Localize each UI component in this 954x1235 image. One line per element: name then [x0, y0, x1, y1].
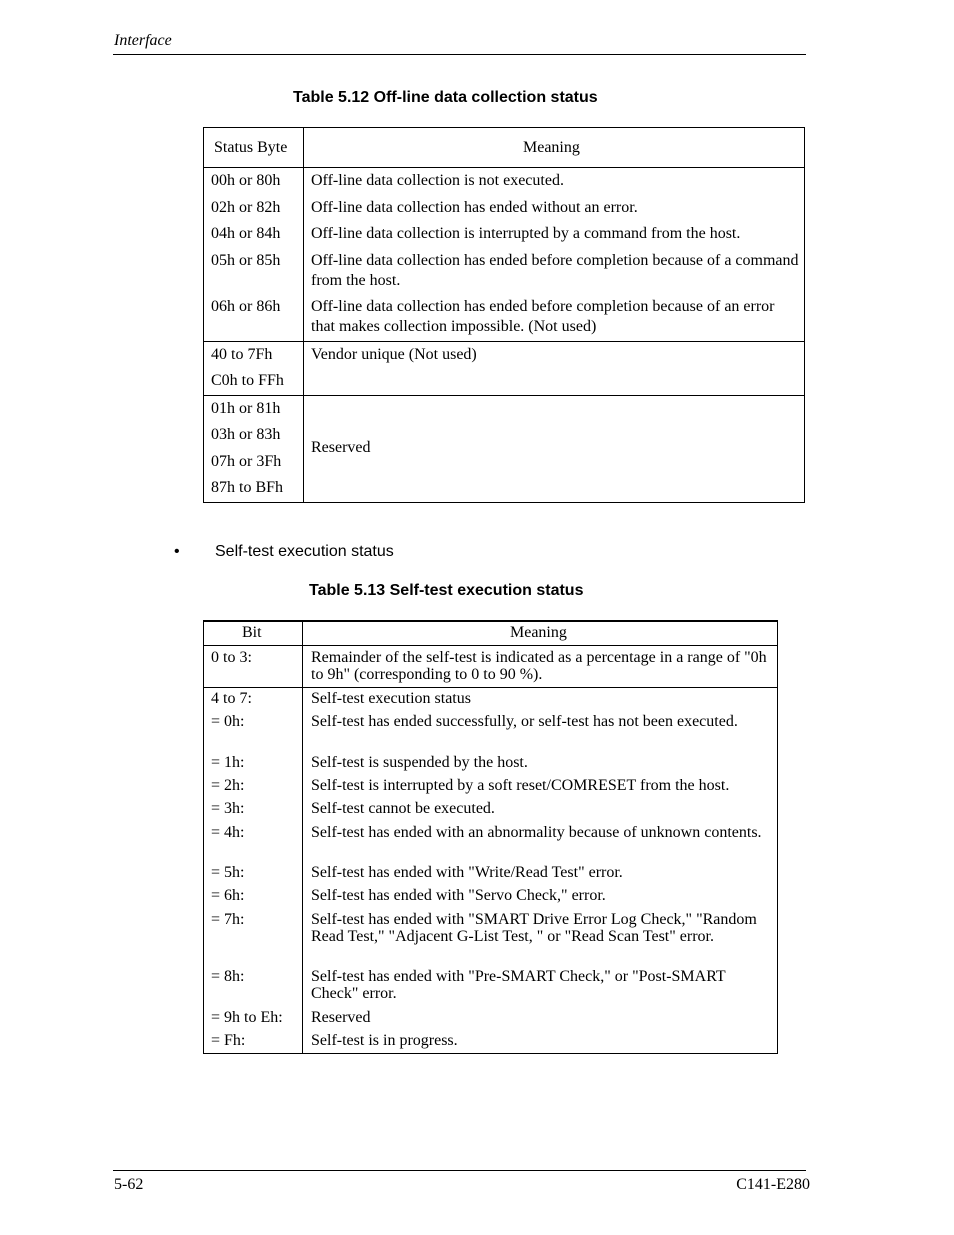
bit-value: = 3h:	[211, 800, 245, 817]
bit-meaning: Self-test is interrupted by a soft reset/COMRESET from the host.	[311, 777, 730, 794]
status-meaning: Off-line data collection is not executed.	[311, 172, 564, 189]
table-divider	[302, 620, 303, 1054]
table-divider	[303, 127, 304, 503]
bit-meaning: Self-test has ended with "Servo Check," error.	[311, 887, 606, 904]
status-code: 02h or 82h	[211, 199, 281, 216]
status-meaning: Off-line data collection is interrupted by a command from the host.	[311, 225, 741, 242]
bit-value: = Fh:	[211, 1032, 246, 1049]
bit-value: = 1h:	[211, 754, 245, 771]
vendor-meaning: Vendor unique (Not used)	[311, 346, 477, 363]
reserved-code: 01h or 81h	[211, 400, 281, 417]
bit-value: = 6h:	[211, 887, 245, 904]
table-divider	[203, 687, 778, 688]
document-number: C141-E280	[736, 1176, 810, 1193]
vendor-code: C0h to FFh	[211, 372, 284, 389]
bit-value: = 0h:	[211, 713, 245, 730]
table-5-12-caption: Table 5.12 Off-line data collection status	[293, 89, 598, 106]
bit-meaning: Self-test is in progress.	[311, 1032, 458, 1049]
bit-meaning: Self-test has ended with "Pre-SMART Check," or "Post-SMART Check" error.	[311, 968, 726, 1002]
vendor-code: 40 to 7Fh	[211, 346, 273, 363]
bit-meaning: Self-test is suspended by the host.	[311, 754, 528, 771]
bit-meaning: Self-test cannot be executed.	[311, 800, 495, 817]
status-meaning: Off-line data collection has ended before completion because of a command from the host.	[311, 252, 799, 289]
table-divider	[203, 645, 778, 646]
column-header-bit: Bit	[242, 624, 262, 641]
bit-meaning: Self-test has ended with an abnormality because of unknown contents.	[311, 824, 762, 841]
bit-value: = 7h:	[211, 911, 245, 928]
table-divider	[203, 341, 805, 342]
bit-value: = 5h:	[211, 864, 245, 881]
status-meaning: Off-line data collection has ended without an error.	[311, 199, 638, 216]
bit-meaning: Self-test has ended with "Write/Read Test" error.	[311, 864, 623, 881]
status-code: 00h or 80h	[211, 172, 281, 189]
bit-value: = 4h:	[211, 824, 245, 841]
bit-value: 0 to 3:	[211, 649, 252, 666]
status-meaning: Off-line data collection has ended before completion because of an error that makes collection impossible. (Not used)	[311, 298, 775, 335]
bit-meaning: Reserved	[311, 1009, 371, 1026]
status-code: 06h or 86h	[211, 298, 281, 315]
status-code: 04h or 84h	[211, 225, 281, 242]
column-header-status-byte: Status Byte	[214, 139, 288, 156]
reserved-meaning: Reserved	[311, 439, 371, 456]
bit-meaning: Remainder of the self-test is indicated as a percentage in a range of "0h to 9h" (corresponding to 0 to 90 %).	[311, 649, 767, 683]
table-divider	[203, 395, 805, 396]
page-number: 5-62	[114, 1176, 144, 1193]
reserved-code: 07h or 3Fh	[211, 453, 282, 470]
header-rule	[113, 54, 806, 55]
bit-meaning: Self-test execution status	[311, 690, 471, 707]
footer-rule	[113, 1170, 806, 1171]
bullet-icon: •	[174, 543, 180, 560]
bit-meaning: Self-test has ended with "SMART Drive Error Log Check," "Random Read Test," "Adjacent G-List Test, " or "Read Scan Test" error.	[311, 911, 757, 945]
bit-meaning: Self-test has ended successfully, or self-test has not been executed.	[311, 713, 738, 730]
status-code: 05h or 85h	[211, 252, 281, 269]
reserved-code: 87h to BFh	[211, 479, 284, 496]
column-header-meaning: Meaning	[523, 139, 580, 156]
bit-value: = 8h:	[211, 968, 245, 985]
column-header-meaning: Meaning	[510, 624, 567, 641]
bit-value: = 2h:	[211, 777, 245, 794]
running-header: Interface	[114, 32, 172, 49]
table-divider	[203, 167, 805, 168]
table-5-13-caption: Table 5.13 Self-test execution status	[309, 582, 584, 599]
bit-value: = 9h to Eh:	[211, 1009, 283, 1026]
bullet-text: Self-test execution status	[215, 543, 394, 560]
bit-value: 4 to 7:	[211, 690, 252, 707]
reserved-code: 03h or 83h	[211, 426, 281, 443]
